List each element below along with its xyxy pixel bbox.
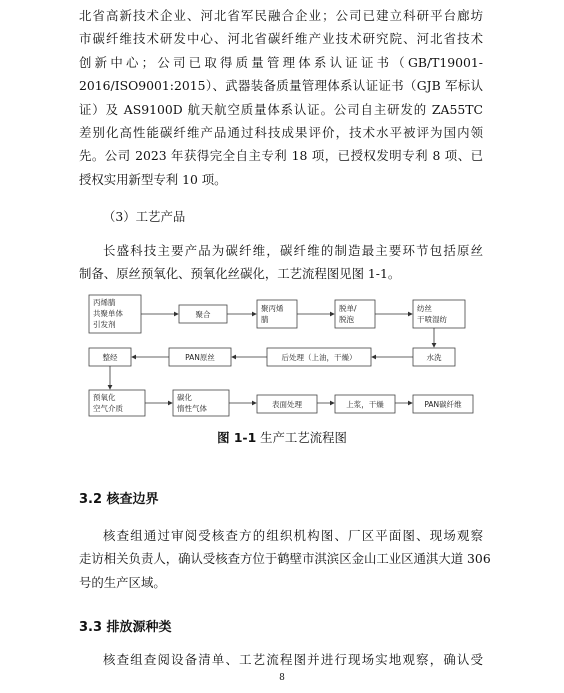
flow-label: 聚丙烯 bbox=[261, 304, 284, 313]
figure-caption bbox=[0, 428, 564, 446]
paragraph-company-intro bbox=[79, 4, 483, 191]
text-line: 证）及 AS9100D 航天航空质量体系认证。公司自主研发的 ZA55TC bbox=[79, 101, 483, 117]
text-line: 制备、原丝预氧化、预氧化丝碳化，工艺流程图见图 1-1。 bbox=[79, 266, 401, 282]
flow-label: 干喷湿纺 bbox=[417, 315, 447, 324]
flow-label: 空气介质 bbox=[93, 404, 123, 413]
text-line: 北省高新技术企业、河北省军民融合企业；公司已建立科研平台廊坊 bbox=[79, 8, 483, 23]
flow-label: 脱泡 bbox=[339, 315, 354, 324]
flow-label: 共聚单体 bbox=[93, 309, 123, 318]
text-line: 号的生产区域。 bbox=[79, 574, 166, 590]
flow-label: 碳化 bbox=[177, 393, 192, 402]
flow-label: 引发剂 bbox=[93, 320, 116, 329]
text-line: 2016/ISO9001:2015）、武器装备质量管理体系认证证书（GJB 军标认 bbox=[79, 78, 483, 94]
page-number: 8 bbox=[279, 673, 285, 683]
text-line: 市碳纤维技术研发中心、河北省碳纤维产业技术研究院、河北省技术 bbox=[79, 31, 483, 47]
flow-label: 腈 bbox=[261, 315, 269, 324]
flow-label: 上浆，干燥 bbox=[346, 400, 384, 409]
flow-label: 后处理（上油，干燥） bbox=[281, 353, 357, 362]
paragraph-product-intro bbox=[79, 239, 483, 286]
flow-label: 整经 bbox=[102, 353, 118, 362]
paragraph-emission-sources bbox=[79, 648, 483, 671]
figure-title: 生产工艺流程图 bbox=[260, 430, 347, 445]
figure-number: 图 1-1 bbox=[217, 430, 257, 445]
text-line: 长盛科技主要产品为碳纤维，碳纤维的制造最主要环节包括原丝 bbox=[103, 243, 483, 258]
flow-label: 脱单/ bbox=[339, 304, 357, 313]
text-line: 差别化高性能碳纤维产品通过科技成果评价，技术水平被评为国内领 bbox=[79, 125, 483, 141]
flow-label: 聚合 bbox=[195, 310, 211, 319]
sub-heading-process-products: （3）工艺产品 bbox=[103, 209, 186, 224]
text-line: 走访相关负责人，确认受核查方位于鹤壁市淇滨区金山工业区通淇大道 306 bbox=[79, 551, 491, 567]
flow-label: 预氧化 bbox=[93, 393, 116, 402]
section-heading-boundary: 3.2 核查边界 bbox=[79, 492, 159, 507]
text-line: 核查组查阅设备清单、工艺流程图并进行现场实地观察，确认受 bbox=[103, 652, 483, 667]
text-line: 核查组通过审阅受核查方的组织机构图、厂区平面图、现场观察 bbox=[103, 528, 483, 543]
flow-label: 纺丝 bbox=[417, 304, 432, 313]
flow-label: 水洗 bbox=[426, 353, 442, 362]
flow-label: PAN碳纤维 bbox=[424, 400, 462, 409]
paragraph-boundary bbox=[79, 524, 491, 594]
text-line: 授权实用新型专利 10 项。 bbox=[79, 171, 227, 187]
text-line: 先。公司 2023 年获得完全自主专利 18 项，已授权发明专利 8 项、已 bbox=[79, 148, 483, 164]
section-heading-emission-sources: 3.3 排放源种类 bbox=[79, 620, 172, 635]
text-line: 创新中心；公司已取得质量管理体系认证证书（GB/T19001- bbox=[79, 54, 483, 70]
process-flow-diagram bbox=[79, 290, 499, 420]
flow-label: 丙烯腈 bbox=[93, 298, 116, 307]
flow-label: PAN原丝 bbox=[185, 353, 215, 362]
flow-label: 惰性气体 bbox=[177, 404, 207, 413]
flow-label: 表面处理 bbox=[272, 400, 302, 409]
